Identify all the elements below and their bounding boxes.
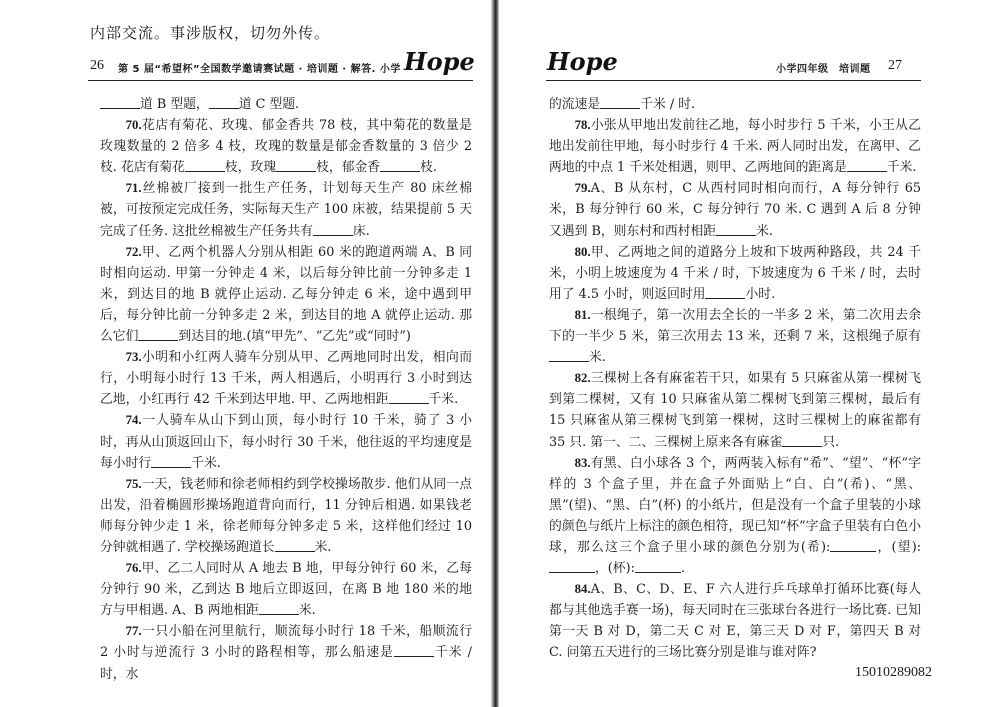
answer-blank[interactable] [635, 560, 681, 573]
answer-blank[interactable] [313, 223, 353, 236]
answer-blank[interactable] [389, 391, 429, 404]
watermark-text: 内部交流。事涉版权，切勿外传。 [90, 24, 331, 42]
svg-text:Hope: Hope [404, 47, 475, 76]
carry-over-text: 道 B 型题， 道 C 型题. [100, 94, 472, 115]
question-80: 80.甲、乙两地之间的道路分上坡和下坡两种路段，共 24 千米，小明上坡速度为 4 千米 / 时，下坡速度为 6 千米 / 时，去时用了 4.5 小时，则返回时用 小时. [549, 244, 921, 302]
answer-blank[interactable] [705, 286, 745, 299]
answer-blank[interactable] [151, 455, 191, 468]
question-77: 77.一只小船在河里航行，顺流每小时行 18 千米，船顺流行 2 小时与逆流行 3 小时的路程相等，那么船速是 千米 / 时，水 [100, 624, 472, 682]
hope-logo [546, 47, 618, 76]
header-rule [88, 80, 473, 81]
question-74: 74.一人骑车从山下到山顶，每小时行 10 千米，骑了 3 小时，再从山顶返回山下，每小时行 30 千米，他往返的平均速度是每小时行 千米. [100, 413, 472, 471]
answer-blank[interactable] [380, 159, 420, 172]
answer-blank[interactable] [847, 159, 887, 172]
question-78: 78.小张从甲地出发前往乙地，每小时步行 5 千米，小王从乙地出发前往甲地，每小时步行 4 千米. 两人同时出发，在离甲、乙两地的中点 1 千米处相遇，则甲、乙两地间的距离是 千米. [549, 118, 921, 176]
answer-blank[interactable] [549, 349, 589, 362]
question-82: 82.三棵树上各有麻雀若干只，如果有 5 只麻雀从第一棵树飞到第二棵树，又有 10 只麻雀从第二棵树飞到第三棵树，最后有 15 只麻雀从第三棵树飞到第一棵树，这时三棵树上的麻雀都有 35 只. 第一、二、三棵树上原来各有麻雀 只. [549, 371, 921, 450]
question-75: 75.一天，钱老师和徐老师相约到学校操场散步. 他们从同一点出发，沿着椭圆形操场跑道背向而行，11 分钟后相遇. 如果钱老师每分钟少走 1 米，徐老师每分钟多走 5 米，这样他们经过 10 分钟就相遇了. 学校操场跑道长 米. [100, 476, 472, 555]
hope-logo [403, 47, 475, 76]
answer-blank[interactable] [830, 539, 876, 552]
answer-blank[interactable] [100, 96, 140, 109]
question-71: 71.丝棉被厂接到一批生产任务，计划每天生产 80 床丝棉被，可按预定完成任务，实际每天生产 100 床被，结果提前 5 天完成了任务. 这批丝棉被生产任务共有 床. [100, 181, 472, 239]
answer-blank[interactable] [138, 328, 178, 341]
header-rule [546, 80, 921, 81]
answer-blank[interactable] [185, 159, 225, 172]
answer-blank[interactable] [716, 223, 756, 236]
carry-over-text: 的流速是 千米 / 时. [549, 97, 696, 112]
answer-blank[interactable] [394, 644, 434, 657]
answer-blank[interactable] [782, 434, 822, 447]
answer-blank[interactable] [549, 560, 595, 573]
question-70: 70.花店有菊花、玫瑰、郁金香共 78 枝，其中菊花的数量是玫瑰数量的 2 倍多 4 枝，玫瑰的数量是郁金香数量的 3 倍少 2 枝. 花店有菊花 枝，玫瑰 枝，郁金香 枝. [100, 118, 472, 176]
header-text-right: 小学四年级 培训题 [776, 64, 871, 75]
page-number-left: 26 [90, 58, 104, 73]
left-page [0, 0, 492, 707]
answer-blank[interactable] [209, 96, 239, 109]
question-81: 81.一根绳子，第一次用去全长的一半多 2 米，第二次用去余下的一半少 5 米，第三次用去 13 米，还剩 7 米，这根绳子原有米. [549, 307, 921, 366]
right-content [549, 94, 921, 664]
right-page [508, 0, 1000, 707]
answer-blank[interactable] [276, 159, 316, 172]
book-spine [491, 0, 499, 707]
page-number-right: 27 [888, 58, 902, 73]
question-72: 72.甲、乙两个机器人分别从相距 60 米的跑道两端 A、B 同时相向运动. 甲第一分钟走 4 米，以后每分钟比前一分钟多走 1 米，到达目的地 B 就停止运动. 乙每分钟走 6 米，途中遇到甲后，每分钟比前一分钟多走 2 米，到达目的地 A 就停止运动. 那么它们 到达目的地.(填“甲先”、“乙先”或“同时”) [100, 244, 472, 345]
question-84: 84.A、B、C、D、E、F 六人进行乒乓球单打循环比赛(每人都与其他选手赛一场)，每天同时在三张球台各进行一场比赛. 已知第一天 B 对 D，第二天 C 对 E，第三天 D 对 F，第四天 B 对 C. 问第五天进行的三场比赛分别是谁与谁对阵? [549, 582, 921, 661]
header-text-left: 第 5 届“希望杯”全国数学邀请赛试题 · 培训题 · 解答. 小学 [118, 64, 401, 75]
question-76: 76.甲、乙二人同时从 A 地去 B 地，甲每分钟行 60 米，乙每分钟行 90 米，乙到达 B 地后立即返回，在离 B 地 180 米的地方与甲相遇. A、B 两地相距 米. [100, 561, 472, 619]
answer-blank[interactable] [259, 602, 299, 615]
answer-blank[interactable] [600, 96, 640, 109]
answer-blank[interactable] [275, 539, 315, 552]
question-79: 79.A、B 从东村，C 从西村同时相向而行，A 每分钟行 65 米，B 每分钟行 60 米，C 每分钟行 70 米. C 遇到 A 后 8 分钟又遇到 B，则东村和西村相距 米. [549, 181, 921, 239]
phone-number: 15010289082 [855, 665, 932, 680]
question-83: 83.有黑、白小球各 3 个，两两装入标有“希”、“望”、“杯”字样的 3 个盒子里，并在盒子外面贴上“白、白”(希)、“黑、黑”(望)、“黑、白”(杯) 的小纸片，但是没有一个盒子里装的小球的颜色与纸片上标注的颜色相符，现已知“杯”字盒子里装有白色小球，那么这三个盒子里小球的颜色分别为(希): ，(望):，(杯): . [549, 455, 922, 577]
question-73: 73.小明和小红两人骑车分别从甲、乙两地同时出发，相向而行，小明每小时行 13 千米，两人相遇后，小明再行 3 小时到达乙地，小红再行 42 千米到达甲地. 甲、乙两地相距 千米. [100, 350, 472, 408]
svg-text:Hope: Hope [547, 47, 618, 76]
left-content [100, 94, 472, 685]
